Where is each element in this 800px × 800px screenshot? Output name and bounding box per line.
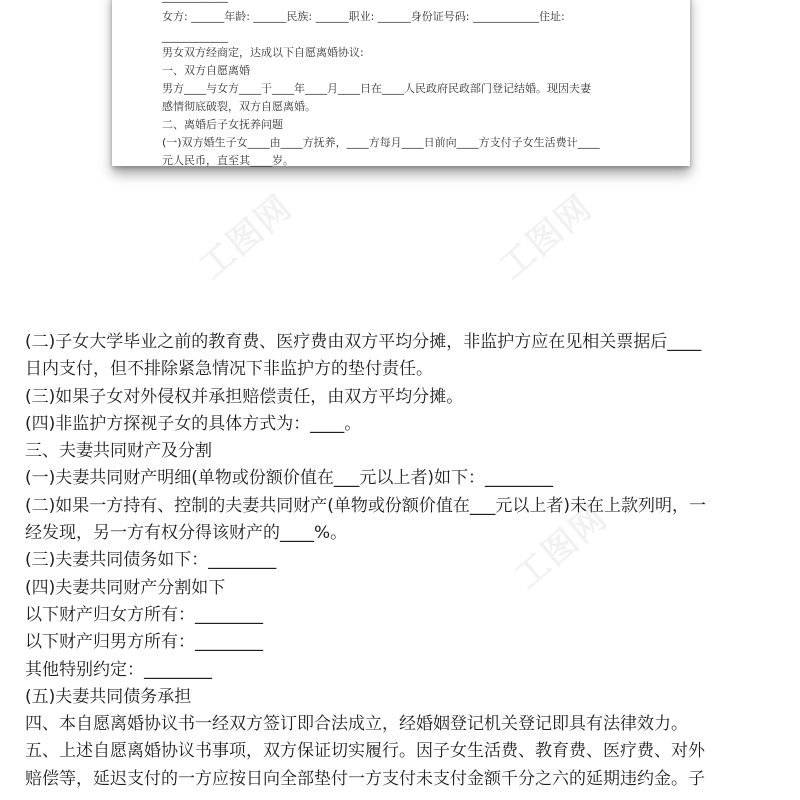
watermark: 工图网 xyxy=(492,187,601,288)
preview-line: ____________ xyxy=(162,30,228,43)
document-line: 其他特别约定：________ xyxy=(25,659,212,680)
section-heading: 三、夫妻共同财产及分割 xyxy=(25,441,212,462)
watermark: 工图网 xyxy=(192,187,301,288)
document-line: (一)夫妻共同财产明细(单物或份额价值在___元以上者)如下：________ xyxy=(25,468,554,489)
document-line: (四)夫妻共同财产分割如下 xyxy=(25,577,226,598)
preview-line: 男方____与女方____于____年____月____日在____人民政府民政部门登记结婚。现因夫妻 xyxy=(162,82,591,95)
preview-line: 男女双方经商定，达成以下自愿离婚协议: xyxy=(162,46,364,59)
document-preview-card xyxy=(112,0,690,166)
section-heading: 五、上述自愿离婚协议书事项，双方保证切实履行。因子女生活费、教育费、医疗费、对外 xyxy=(25,741,705,762)
document-body xyxy=(25,329,795,793)
preview-line xyxy=(162,0,228,4)
document-line: (四)非监护方探视子女的具体方式为：____。 xyxy=(25,413,362,434)
document-line: 赔偿等，延迟支付的一方应按日向全部垫付一方支付未支付金额千分之六的延期违约金。子 xyxy=(25,768,705,789)
document-line: 日内支付，但不排除紧急情况下非监护方的垫付责任。 xyxy=(25,359,433,380)
document-line: (二)如果一方持有、控制的夫妻共同财产(单物或份额价值在___元以上者)未在上款列明，一 xyxy=(25,495,707,516)
preview-line: 一、双方自愿离婚 xyxy=(162,64,250,77)
document-line: (二)子女大学毕业之前的教育费、医疗费由双方平均分摊，非监护方应在见相关票据后____ xyxy=(25,332,702,352)
preview-line: (一)双方婚生子女____由____方抚养，____方每月____日前向____方支付子女生活费计____ xyxy=(162,136,600,149)
document-line: (三)如果子女对外侵权并承担赔偿责任，由双方平均分摊。 xyxy=(25,386,464,407)
document-line: 经发现，另一方有权分得该财产的____%。 xyxy=(25,523,348,544)
document-line: 以下财产归女方所有：________ xyxy=(25,604,263,625)
preview-line: 元人民币，直至其____岁。 xyxy=(162,154,294,167)
document-line: 以下财产归男方所有：________ xyxy=(25,632,263,653)
preview-line: 二、离婚后子女抚养问题 xyxy=(162,118,283,131)
section-heading: 四、本自愿离婚协议书一经双方签订即合法成立，经婚姻登记机关登记即具有法律效力。 xyxy=(25,714,688,735)
preview-line: 女方: ______年龄: ______民族: ______职业: ______身份证号码: ____________住址: xyxy=(162,10,565,23)
watermark: 工图网 xyxy=(507,497,616,598)
preview-line: 感情彻底破裂，双方自愿离婚。 xyxy=(162,100,316,113)
document-line: (五)夫妻共同债务承担 xyxy=(25,686,192,707)
document-line: (三)夫妻共同债务如下：________ xyxy=(25,550,277,571)
